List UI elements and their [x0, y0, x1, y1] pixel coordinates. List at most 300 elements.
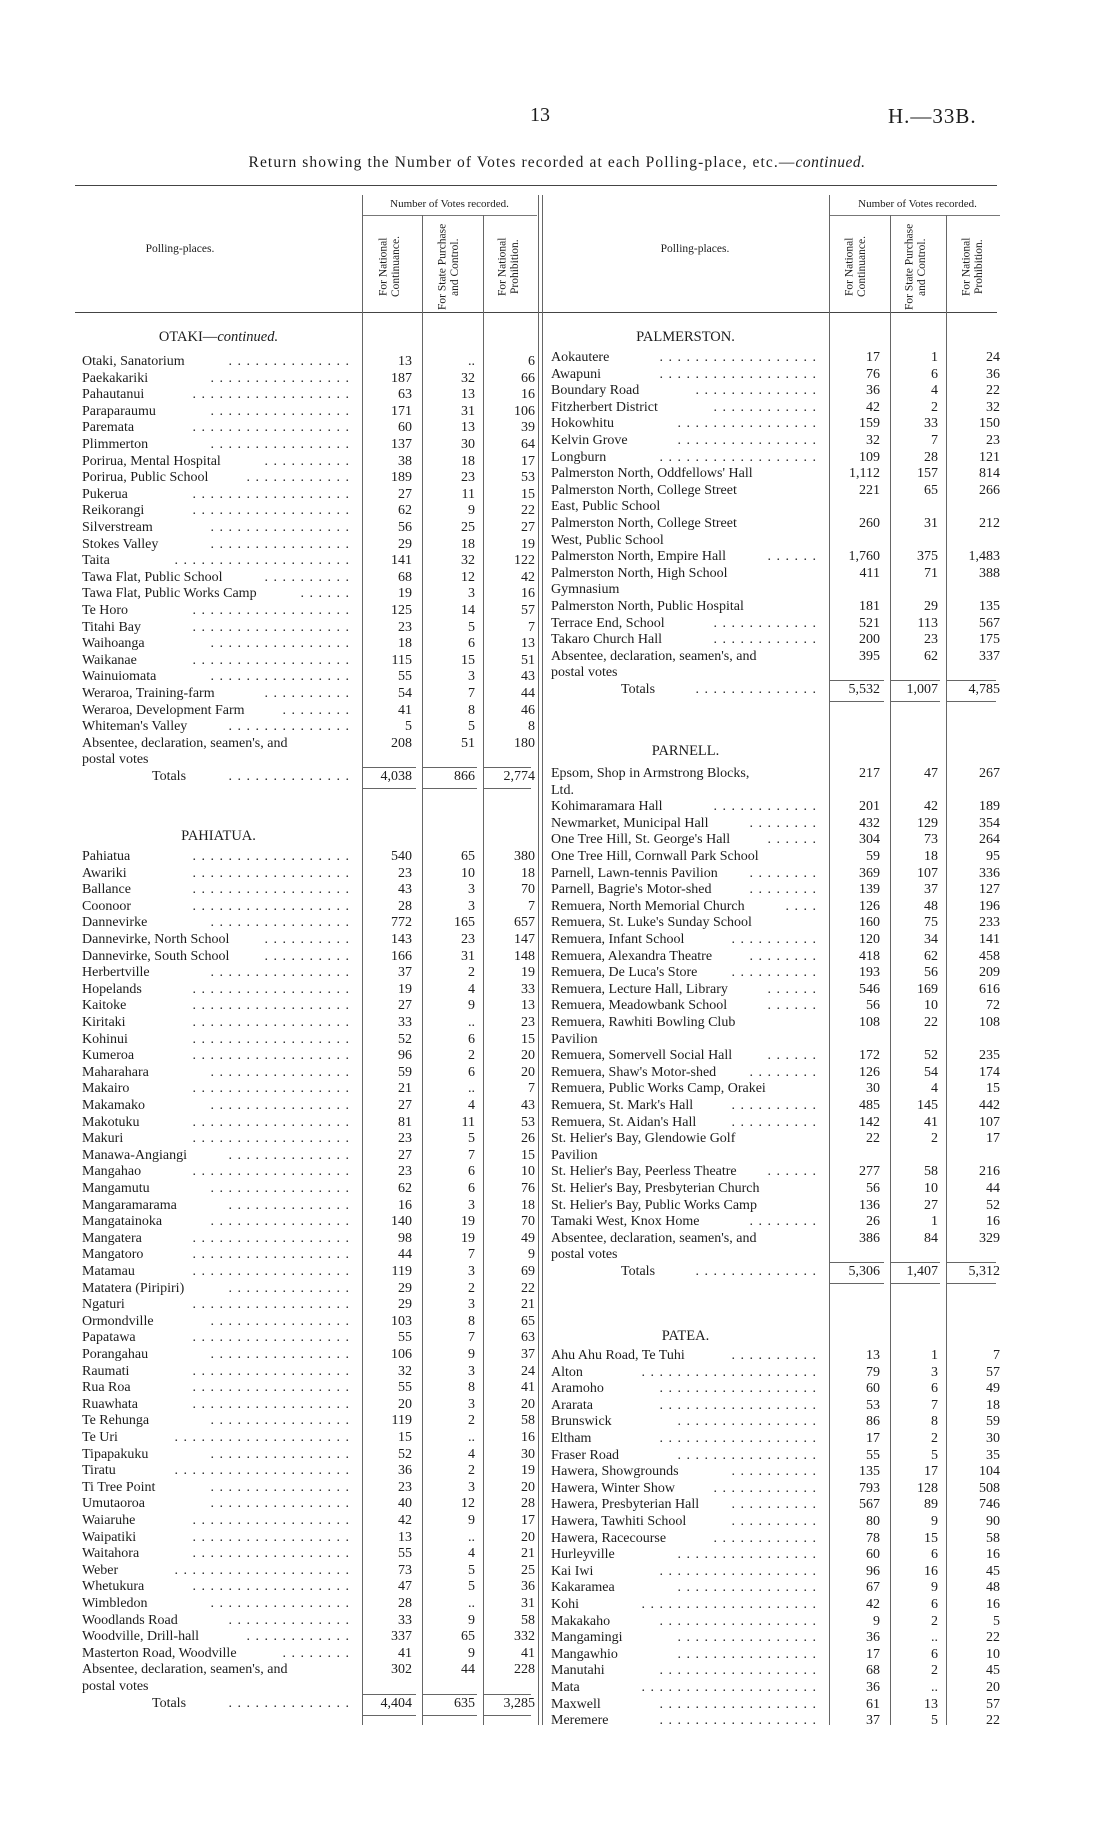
leader-dots: . . . . . . . . . .: [264, 948, 350, 964]
leader-dots: . . . . . . . . . . . . . . . .: [210, 1347, 350, 1362]
votes-continuance: 9: [873, 1613, 880, 1629]
votes-prohibition: 41: [521, 1380, 535, 1396]
totals-bottom-rule: [829, 701, 884, 702]
votes-continuance: 5,532: [848, 682, 880, 697]
table-row: [82, 503, 537, 520]
table-row: [82, 1314, 537, 1331]
table-row: [551, 1448, 1002, 1465]
votes-prohibition: 147: [514, 932, 535, 947]
votes-state-purchase: 2: [931, 1613, 938, 1629]
votes-continuance: 33: [398, 1612, 412, 1628]
votes-prohibition: 2,774: [503, 769, 535, 784]
table-row: [551, 483, 1002, 500]
leader-dots: . . . . . . . . . . . . . . . .: [210, 915, 350, 931]
votes-state-purchase: 1: [931, 1214, 938, 1230]
votes-state-purchase: 11: [461, 1114, 475, 1130]
leader-dots: . . . . . . . . . . . . . . . . . . . .: [641, 1364, 817, 1380]
votes-prohibition: 69: [521, 1264, 535, 1279]
polling-place-name: Ngaturi: [82, 1297, 125, 1313]
votes-prohibition: 508: [979, 1480, 1000, 1496]
votes-state-purchase: 7: [931, 433, 938, 448]
leader-dots: . . . . . . . . . . . . . . . . . .: [659, 1563, 817, 1579]
leader-dots: . . . . . . . . . . . . . . . . . .: [659, 449, 817, 465]
polling-place-name: Awapuni: [551, 366, 602, 382]
votes-continuance: 16: [398, 1197, 412, 1213]
polling-place-name: Pukerua: [82, 486, 128, 502]
votes-state-purchase: 2: [468, 1463, 475, 1479]
leader-dots: . . . . . . . . . .: [731, 1497, 817, 1513]
votes-prohibition: 43: [521, 1098, 535, 1113]
section-name: PALMERSTON.: [636, 329, 735, 345]
leader-dots: . . . . . . . . . . . . . . . . . .: [192, 865, 350, 881]
table-row: [82, 1413, 537, 1430]
header-col3-right: For National Prohibition.: [960, 237, 985, 297]
votes-continuance: 56: [866, 998, 880, 1014]
votes-prohibition: 657: [514, 915, 535, 931]
votes-prohibition: 567: [979, 615, 1000, 631]
polling-place-name: Masterton Road, Woodville: [82, 1645, 237, 1661]
polling-place-name: Papatawa: [82, 1330, 136, 1346]
leader-dots: . . . . . . . . . .: [264, 686, 350, 701]
votes-state-purchase: 3: [468, 1197, 475, 1213]
polling-place-name: Remuera, Meadowbank School: [551, 998, 728, 1014]
votes-continuance: 42: [398, 1513, 412, 1528]
totals-bottom-rule: [890, 1283, 940, 1284]
polling-place-name: Fraser Road: [551, 1447, 620, 1463]
table-row: [82, 1463, 537, 1480]
polling-place-name: Longburn: [551, 449, 607, 465]
polling-place-name: Hawera, Presbyterian Hall: [551, 1497, 700, 1513]
votes-prohibition: 31: [521, 1596, 535, 1611]
totals-bottom-rule: [946, 701, 996, 702]
table-row: [82, 454, 537, 471]
polling-place-name: St. Helier's Bay, Glendowie Golf: [551, 1131, 736, 1147]
votes-prohibition: 22: [521, 503, 535, 519]
leader-dots: . . . . . . . . . . . . . . . . . .: [192, 652, 350, 668]
votes-state-purchase: 25: [461, 520, 475, 535]
leader-dots: . . . . . . . . . . . . . . . .: [677, 1580, 817, 1596]
votes-state-purchase: 12: [461, 569, 475, 585]
votes-prohibition: 212: [979, 516, 1000, 531]
polling-place-name: Porangahau: [82, 1347, 149, 1362]
totals-bottom-rule: [890, 701, 940, 702]
votes-continuance: 126: [859, 1064, 880, 1080]
votes-prohibition: 65: [521, 1313, 535, 1329]
leader-dots: . . . . . .: [767, 832, 817, 848]
votes-continuance: 115: [391, 652, 412, 668]
votes-state-purchase: 6: [468, 1064, 475, 1080]
table-row: [82, 1281, 537, 1298]
votes-continuance: 200: [859, 632, 880, 648]
votes-continuance: 36: [866, 1630, 880, 1646]
table-row: [82, 1264, 537, 1281]
table-row: [551, 416, 1002, 433]
votes-state-purchase: 23: [461, 470, 475, 486]
totals-top-rule: [829, 680, 884, 681]
polling-place-name: Manutahi: [551, 1663, 605, 1679]
leader-dots: . . . . . . . . . . . . . . . . . .: [192, 1513, 350, 1528]
polling-place-name: Aokautere: [551, 350, 610, 365]
votes-prohibition: 16: [521, 1430, 535, 1445]
table-row: [551, 1032, 1002, 1049]
votes-state-purchase: 9: [931, 1580, 938, 1596]
polling-place-name: Palmerston North, College Street: [551, 516, 737, 531]
leader-dots: . . . . . . . . . . . . . . . .: [210, 370, 350, 386]
leader-dots: . . . . . . . . . . . . . . . . . . . .: [174, 1430, 350, 1445]
leader-dots: . . . . . . . . . . . . . .: [228, 1612, 350, 1628]
votes-state-purchase: 73: [924, 832, 938, 848]
votes-state-purchase: 6: [931, 1597, 938, 1612]
totals-row: [82, 769, 537, 786]
table-row: [82, 1198, 537, 1215]
polling-place-name: Porirua, Mental Hospital: [82, 453, 221, 469]
leader-dots: . . . . . . . . . . . . . . . . . .: [192, 1031, 350, 1047]
polling-place-name: Mangatoro: [82, 1247, 144, 1263]
votes-prohibition: 52: [986, 1197, 1000, 1213]
votes-prohibition: 26: [521, 1131, 535, 1147]
votes-prohibition: 180: [514, 735, 535, 751]
votes-prohibition: 189: [979, 799, 1000, 815]
votes-state-purchase: 3: [468, 898, 475, 914]
table-row: [551, 1181, 1002, 1198]
table-row: [551, 1048, 1002, 1065]
polling-place-name: Mangatainoka: [82, 1214, 163, 1230]
leader-dots: . . . . . . . .: [749, 1214, 817, 1230]
table-row: [82, 998, 537, 1015]
votes-state-purchase: 5: [931, 1447, 938, 1463]
votes-continuance: 142: [859, 1114, 880, 1130]
leader-dots: . . . . . . . . . . . .: [713, 1530, 817, 1546]
votes-prohibition: 58: [986, 1530, 1000, 1546]
totals-top-rule: [422, 1694, 477, 1695]
leader-dots: . . . . . . . . . . . . . . . . . .: [192, 1247, 350, 1263]
votes-prohibition: 380: [514, 849, 535, 864]
leader-dots: . . . . . . . . . . . . . . . . . . . .: [641, 1597, 817, 1612]
leader-dots: . . . . . . . .: [749, 882, 817, 898]
votes-prohibition: 264: [979, 832, 1000, 848]
leader-dots: . . . . . . . . . . . . . . . .: [210, 1181, 350, 1196]
polling-place-name: Pavilion: [551, 1147, 598, 1163]
table-row: [82, 1546, 537, 1563]
votes-prohibition: 90: [986, 1514, 1000, 1529]
votes-prohibition: 7: [993, 1348, 1000, 1363]
leader-dots: . . . . . . . . . . . . . . . . . .: [192, 603, 350, 618]
votes-continuance: 5,306: [848, 1264, 880, 1279]
votes-prohibition: 57: [986, 1696, 1000, 1712]
polling-place-name: Maxwell: [551, 1696, 601, 1712]
votes-state-purchase: 31: [461, 948, 475, 964]
votes-prohibition: 175: [979, 632, 1000, 648]
votes-continuance: 81: [398, 1114, 412, 1130]
votes-state-purchase: 32: [461, 370, 475, 386]
votes-continuance: 67: [866, 1580, 880, 1596]
votes-continuance: 23: [398, 1131, 412, 1147]
votes-state-purchase: 113: [917, 615, 938, 631]
votes-prohibition: 51: [521, 652, 535, 668]
table-row: [551, 1713, 1002, 1730]
votes-state-purchase: 5: [468, 1562, 475, 1578]
polling-place-name: Paekakariki: [82, 370, 149, 386]
votes-continuance: 52: [398, 1031, 412, 1047]
votes-state-purchase: 4: [468, 1098, 475, 1113]
leader-dots: . . . . . . . .: [282, 702, 350, 718]
leader-dots: . . . . . . . . . . . . . . . . . .: [192, 1330, 350, 1346]
votes-state-purchase: 7: [468, 1247, 475, 1263]
leader-dots: . . . . . . . . . . . . . . . .: [210, 1446, 350, 1462]
votes-state-purchase: 52: [924, 1048, 938, 1064]
table-row: [551, 1198, 1002, 1215]
votes-state-purchase: 2: [468, 1048, 475, 1064]
polling-place-name: Remuera, Lecture Hall, Library: [551, 981, 728, 997]
votes-continuance: 13: [866, 1348, 880, 1363]
top-rule: [75, 185, 997, 186]
votes-state-purchase: 4: [468, 981, 475, 997]
polling-place-name: St. Helier's Bay, Public Works Camp: [551, 1197, 757, 1213]
polling-place-name: Whetukura: [82, 1579, 145, 1595]
table-row: [551, 616, 1002, 633]
leader-dots: . . . . . . . . . . . . . . . . . .: [659, 1663, 817, 1679]
votes-state-purchase: 23: [924, 632, 938, 648]
votes-state-purchase: 9: [931, 1514, 938, 1529]
votes-state-purchase: 2: [931, 1431, 938, 1446]
col-line: [538, 195, 539, 1725]
table-row: [551, 1214, 1002, 1231]
votes-prohibition: 53: [521, 1114, 535, 1130]
votes-state-purchase: 6: [468, 1031, 475, 1047]
votes-state-purchase: ..: [468, 1015, 475, 1030]
votes-prohibition: 42: [521, 569, 535, 585]
leader-dots: . . . . . . . . . . . .: [713, 1480, 817, 1496]
votes-state-purchase: 8: [468, 1313, 475, 1329]
votes-prohibition: 196: [979, 898, 1000, 914]
polling-place-name: Woodville, Drill-hall: [82, 1629, 200, 1645]
leader-dots: . . . . . . . . . . . . . . . . . .: [192, 981, 350, 997]
polling-place-name: Awariki: [82, 865, 127, 881]
table-row: [551, 1564, 1002, 1581]
votes-state-purchase: 15: [924, 1530, 938, 1546]
votes-state-purchase: 22: [924, 1015, 938, 1030]
table-row: [551, 949, 1002, 966]
table-row: [551, 1015, 1002, 1032]
votes-prohibition: 23: [521, 1015, 535, 1030]
polling-place-name: Paremata: [82, 420, 135, 436]
votes-prohibition: 746: [979, 1497, 1000, 1513]
polling-place-name: Hawera, Showgrounds: [551, 1464, 679, 1480]
votes-state-purchase: 165: [454, 915, 475, 931]
votes-continuance: 23: [398, 1164, 412, 1180]
polling-place-name: Remuera, De Luca's Store: [551, 965, 698, 981]
header-group-left: Number of Votes recorded.: [390, 198, 509, 210]
polling-place-name: Brunswick: [551, 1414, 612, 1430]
polling-place-name: Kai Iwi: [551, 1563, 594, 1579]
totals-bottom-rule: [362, 1715, 416, 1716]
votes-continuance: 73: [398, 1562, 412, 1578]
votes-continuance: 302: [391, 1662, 412, 1678]
table-row: [82, 1015, 537, 1032]
header-col3-left: For National Prohibition.: [496, 237, 521, 297]
votes-continuance: 98: [398, 1230, 412, 1246]
polling-place-name: Hawera, Winter Show: [551, 1480, 675, 1496]
polling-place-name: Totals: [621, 1264, 656, 1279]
polling-place-name: Ormondville: [82, 1313, 154, 1329]
votes-state-purchase: 6: [468, 1181, 475, 1196]
table-row: [82, 1579, 537, 1596]
leader-dots: . . . . . . . . . .: [264, 453, 350, 469]
polling-place-name: Ballance: [82, 882, 131, 898]
table-row: [551, 816, 1002, 833]
leader-dots: . . . . . . . . . . . . . . . . . .: [192, 998, 350, 1014]
votes-state-purchase: 5: [468, 1579, 475, 1595]
votes-state-purchase: 41: [924, 1114, 938, 1130]
polling-place-name: Wainuiomata: [82, 669, 157, 685]
votes-state-purchase: ..: [468, 1081, 475, 1097]
table-row: [82, 1596, 537, 1613]
votes-state-purchase: 1: [931, 1348, 938, 1363]
votes-prohibition: 58: [521, 1413, 535, 1429]
table-row: [551, 516, 1002, 533]
table-row: [551, 783, 1002, 800]
table-row: [82, 1164, 537, 1181]
votes-continuance: 55: [398, 669, 412, 685]
votes-state-purchase: 9: [468, 503, 475, 519]
table-row: [551, 533, 1002, 550]
leader-dots: . . . . . . . . . . . . . . . . . .: [192, 1131, 350, 1147]
votes-continuance: 181: [859, 599, 880, 614]
votes-prohibition: 5: [993, 1613, 1000, 1629]
polling-place-name: Stokes Valley: [82, 536, 159, 552]
totals-bottom-rule: [483, 1715, 531, 1716]
leader-dots: . . . . . . . . . . . . . . . . . .: [192, 486, 350, 502]
votes-state-purchase: 3: [468, 1363, 475, 1379]
votes-state-purchase: 30: [461, 437, 475, 452]
votes-state-purchase: 3: [468, 1264, 475, 1279]
table-row: [551, 649, 1002, 666]
votes-prohibition: 20: [521, 1064, 535, 1080]
votes-prohibition: 57: [986, 1364, 1000, 1380]
votes-prohibition: 233: [979, 915, 1000, 931]
polling-place-name: Pahautanui: [82, 387, 145, 403]
votes-state-purchase: 47: [924, 766, 938, 781]
votes-continuance: 52: [398, 1446, 412, 1462]
votes-prohibition: 108: [979, 1015, 1000, 1030]
votes-state-purchase: 6: [931, 1547, 938, 1563]
votes-continuance: 277: [859, 1164, 880, 1180]
polling-place-name: Taita: [82, 553, 110, 569]
votes-continuance: 28: [398, 898, 412, 914]
votes-state-purchase: 32: [461, 553, 475, 569]
leader-dots: . . . . . . . . . . . . . . . . . . . .: [174, 1463, 350, 1479]
votes-prohibition: 141: [979, 932, 1000, 947]
table-row: [82, 915, 537, 932]
leader-dots: . . . . . . . . . . . . . . . .: [210, 403, 350, 419]
votes-continuance: 42: [866, 399, 880, 415]
votes-continuance: 135: [859, 1464, 880, 1480]
polling-place-name: Matamau: [82, 1264, 135, 1279]
polling-place-name: Silverstream: [82, 520, 153, 535]
leader-dots: . . . . . . . . . .: [731, 1114, 817, 1130]
votes-state-purchase: ..: [468, 1596, 475, 1611]
votes-continuance: 201: [859, 799, 880, 815]
votes-state-purchase: 3: [468, 669, 475, 685]
table-row: [82, 1496, 537, 1513]
votes-prohibition: 266: [979, 482, 1000, 498]
totals-bottom-rule: [946, 1283, 996, 1284]
leader-dots: . . . . . .: [767, 998, 817, 1014]
votes-continuance: 47: [398, 1579, 412, 1595]
polling-place-name: Remuera, St. Luke's Sunday School: [551, 915, 752, 931]
table-row: [551, 1131, 1002, 1148]
leader-dots: . . . . . . . . . . . . . . . . . .: [659, 1713, 817, 1729]
title-main: Return showing the Number of Votes recorded at each Polling-place, etc.—: [248, 154, 796, 171]
leader-dots: . . . . . . . . . . . . . . . .: [677, 1646, 817, 1662]
leader-dots: . . . . . . . . . . . . . . . .: [210, 1596, 350, 1611]
votes-state-purchase: 23: [461, 932, 475, 947]
polling-place-name: Maharahara: [82, 1064, 149, 1080]
leader-dots: . . . . . . . . . . . . . . . . . .: [192, 849, 350, 864]
table-row: [82, 686, 537, 703]
table-row: [551, 1697, 1002, 1714]
votes-prohibition: 104: [979, 1464, 1000, 1480]
votes-prohibition: 19: [521, 536, 535, 552]
votes-prohibition: 41: [521, 1645, 535, 1661]
leader-dots: . . . . . . . . . . . . . . . . . .: [192, 1081, 350, 1097]
document-code: H.—33B.: [888, 104, 977, 128]
votes-continuance: 40: [398, 1496, 412, 1512]
votes-state-purchase: 3: [468, 586, 475, 602]
table-row: [551, 866, 1002, 883]
votes-continuance: 109: [859, 449, 880, 465]
table-row: [82, 736, 537, 753]
leader-dots: . . . . . . . . . . . . . . . . . .: [192, 1015, 350, 1030]
votes-state-purchase: 635: [454, 1695, 475, 1711]
votes-continuance: 5: [405, 719, 412, 735]
votes-state-purchase: 44: [461, 1662, 475, 1678]
polling-place-name: Epsom, Shop in Armstrong Blocks,: [551, 766, 750, 781]
polling-place-name: One Tree Hill, Cornwall Park School: [551, 849, 759, 864]
leader-dots: . . . . . . . . . . . . . . . .: [210, 1064, 350, 1080]
votes-continuance: 53: [866, 1397, 880, 1413]
leader-dots: . . . . . . . . . . . . . . . .: [210, 636, 350, 652]
votes-prohibition: 43: [521, 669, 535, 685]
votes-continuance: 42: [866, 1597, 880, 1612]
votes-prohibition: 150: [979, 416, 1000, 432]
polling-place-name: Rua Roa: [82, 1380, 131, 1396]
leader-dots: . . . . . . . . . . . . . . . . . .: [192, 1230, 350, 1246]
table-row: [82, 1347, 537, 1364]
table-row: [551, 400, 1002, 417]
leader-dots: . . . . . . . . . . . . . . . .: [210, 1313, 350, 1329]
polling-place-name: Waitahora: [82, 1546, 140, 1562]
totals-row: [551, 682, 1002, 699]
votes-prohibition: 216: [979, 1164, 1000, 1180]
polling-place-name: Weraroa, Training-farm: [82, 686, 215, 701]
votes-prohibition: 442: [979, 1098, 1000, 1113]
polling-place-name: Takaro Church Hall: [551, 632, 662, 648]
votes-continuance: 20: [398, 1396, 412, 1412]
votes-prohibition: 106: [514, 403, 535, 419]
votes-prohibition: 4,785: [968, 682, 1000, 697]
votes-continuance: 369: [859, 865, 880, 881]
polling-place-name: Te Uri: [82, 1430, 118, 1445]
table-row: [551, 1497, 1002, 1514]
votes-state-purchase: 19: [461, 1230, 475, 1246]
section-continued: continued.: [217, 329, 279, 345]
polling-place-name: Tawa Flat, Public School: [82, 569, 223, 585]
leader-dots: . . . . . . . . . . . . . . . .: [677, 1414, 817, 1430]
polling-place-name: Mangatera: [82, 1230, 142, 1246]
polling-place-name: One Tree Hill, St. George's Hall: [551, 832, 731, 848]
table-row: [82, 1380, 537, 1397]
